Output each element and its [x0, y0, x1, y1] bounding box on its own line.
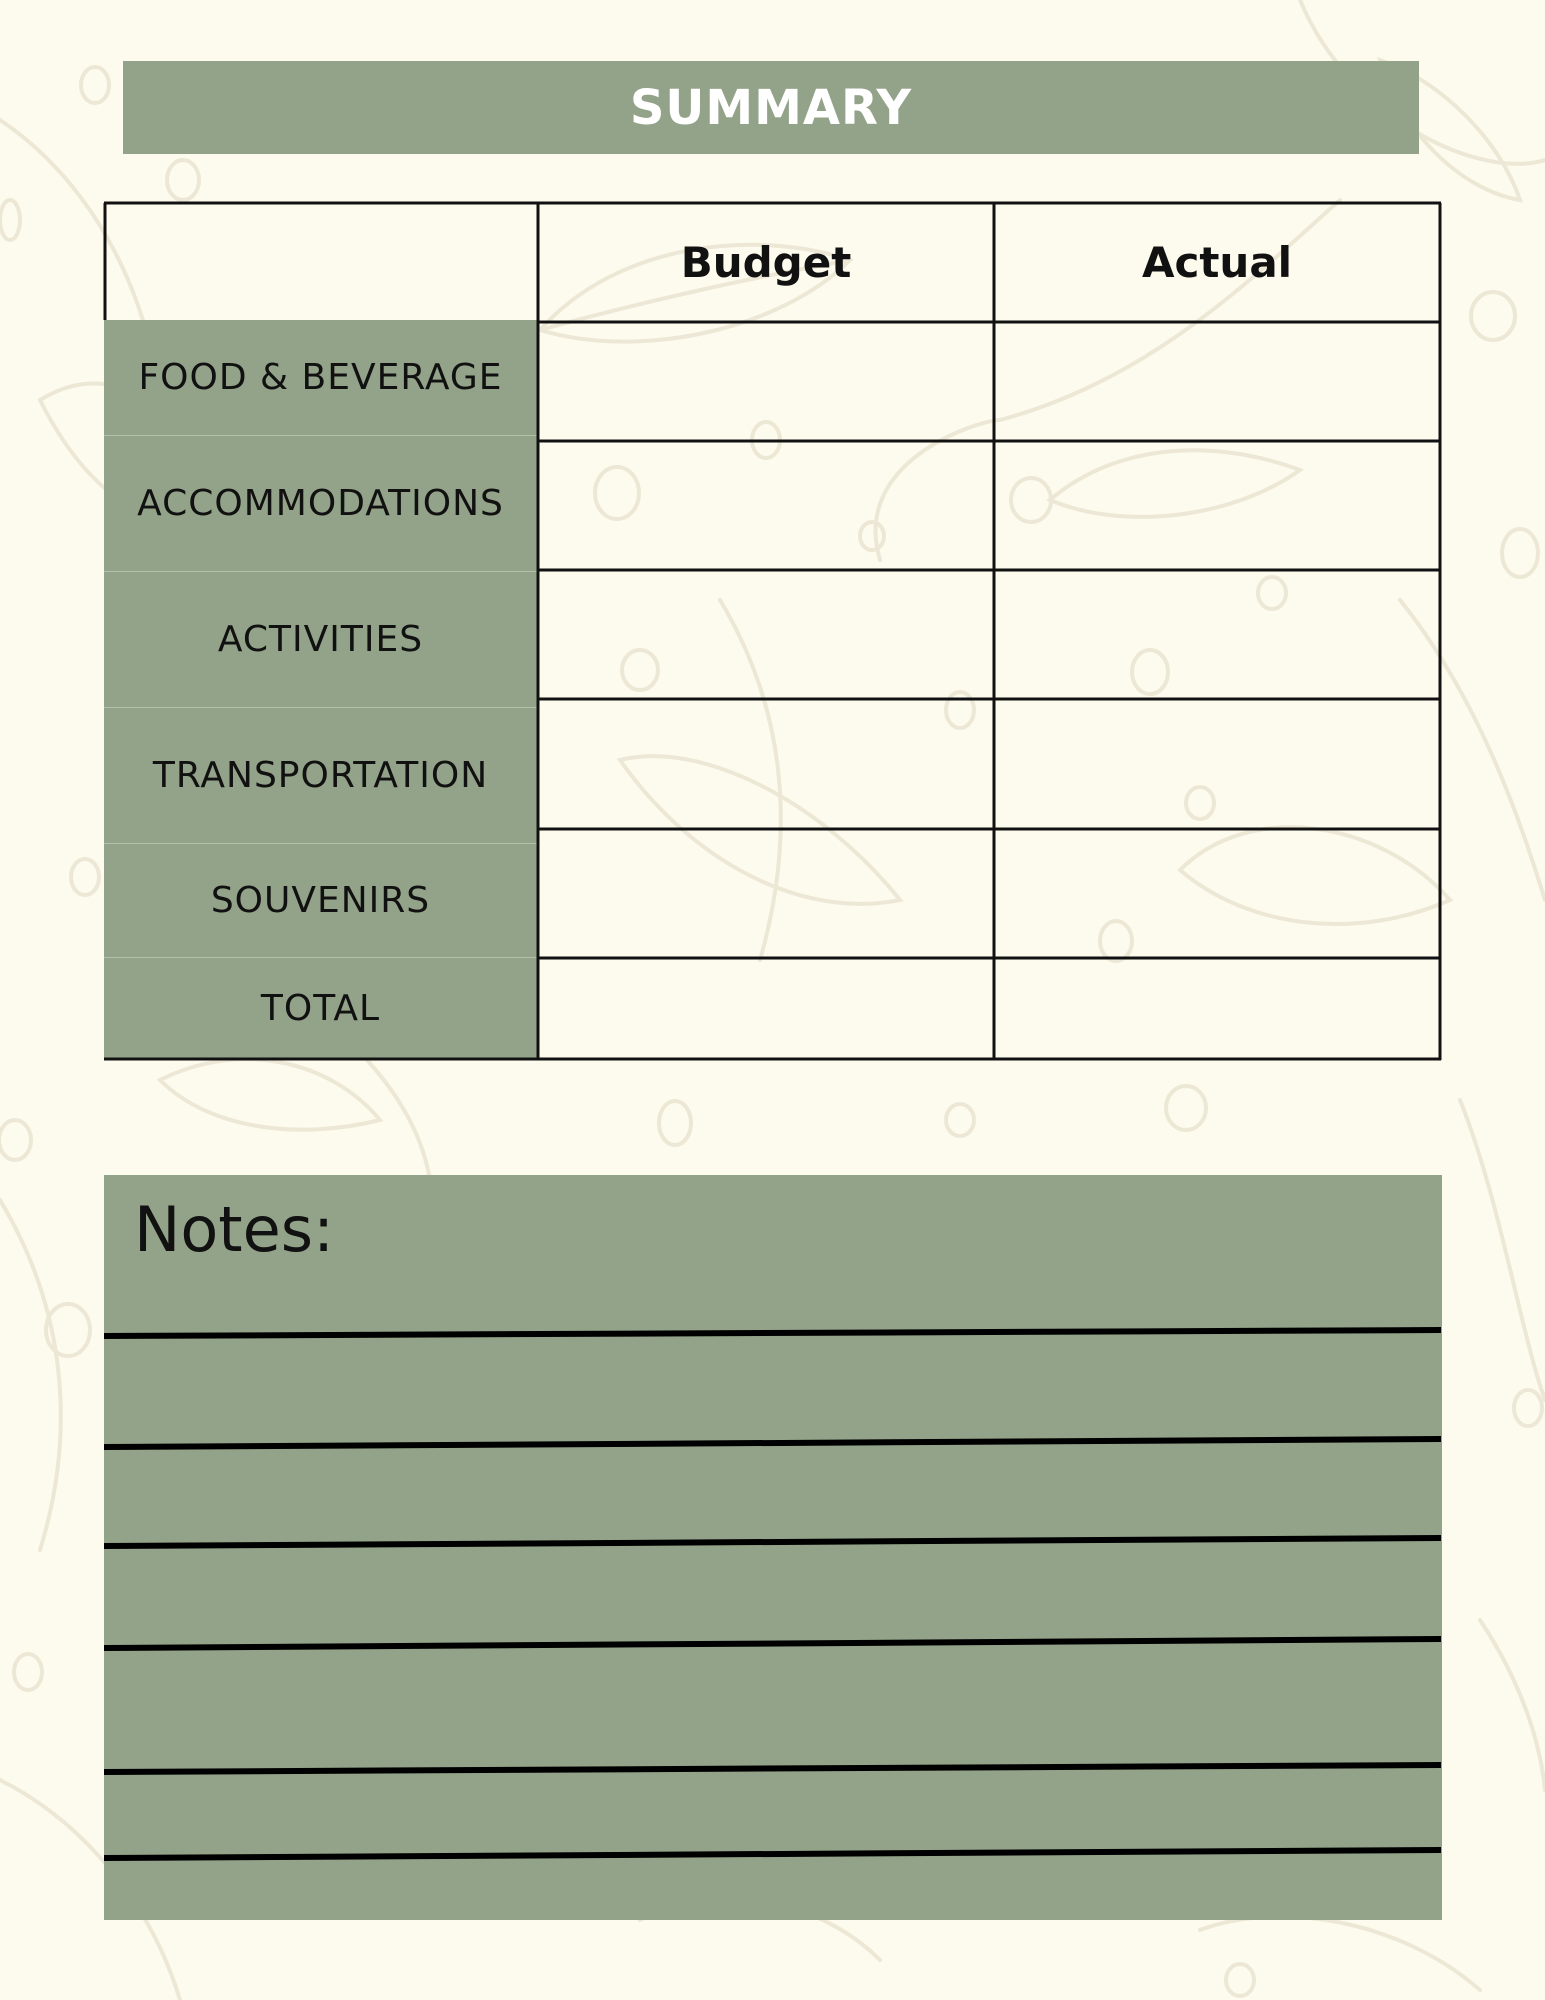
row-label-souvenirs: [104, 844, 537, 958]
column-header-text: Budget: [680, 237, 852, 287]
cell-souvenirs-actual[interactable]: [996, 832, 1438, 956]
column-header-budget: [538, 204, 994, 320]
row-label-text: ACCOMMODATIONS: [137, 483, 504, 524]
row-label-accommodations: [104, 436, 537, 572]
row-label-activities: [104, 572, 537, 708]
cell-activities-actual[interactable]: [996, 573, 1438, 697]
row-label-text: ACTIVITIES: [217, 619, 424, 660]
cell-souvenirs-budget[interactable]: [540, 832, 992, 956]
row-label-transportation: [104, 708, 537, 844]
summary-title-banner: [123, 61, 1419, 154]
cell-accommodations-actual[interactable]: [996, 443, 1438, 569]
row-label-text: TOTAL: [260, 988, 381, 1029]
row-label-total: [104, 958, 537, 1059]
cell-transportation-budget[interactable]: [540, 702, 992, 826]
row-label-text: TRANSPORTATION: [152, 755, 489, 796]
cell-total-actual[interactable]: [996, 961, 1438, 1057]
row-label-food-beverage: [104, 320, 537, 436]
cell-food-actual[interactable]: [996, 324, 1438, 440]
cell-transportation-actual[interactable]: [996, 702, 1438, 826]
row-label-text: SOUVENIRS: [210, 880, 431, 921]
column-header-actual: [994, 204, 1440, 320]
cell-accommodations-budget[interactable]: [540, 443, 992, 569]
cell-food-budget[interactable]: [540, 324, 992, 440]
notes-label: Notes:: [134, 1193, 334, 1266]
cell-activities-budget[interactable]: [540, 573, 992, 697]
page-title: SUMMARY: [629, 79, 913, 136]
row-label-text: FOOD & BEVERAGE: [138, 357, 503, 398]
column-header-text: Actual: [1141, 237, 1293, 287]
notes-area[interactable]: [104, 1175, 1442, 1920]
cell-total-budget[interactable]: [540, 961, 992, 1057]
